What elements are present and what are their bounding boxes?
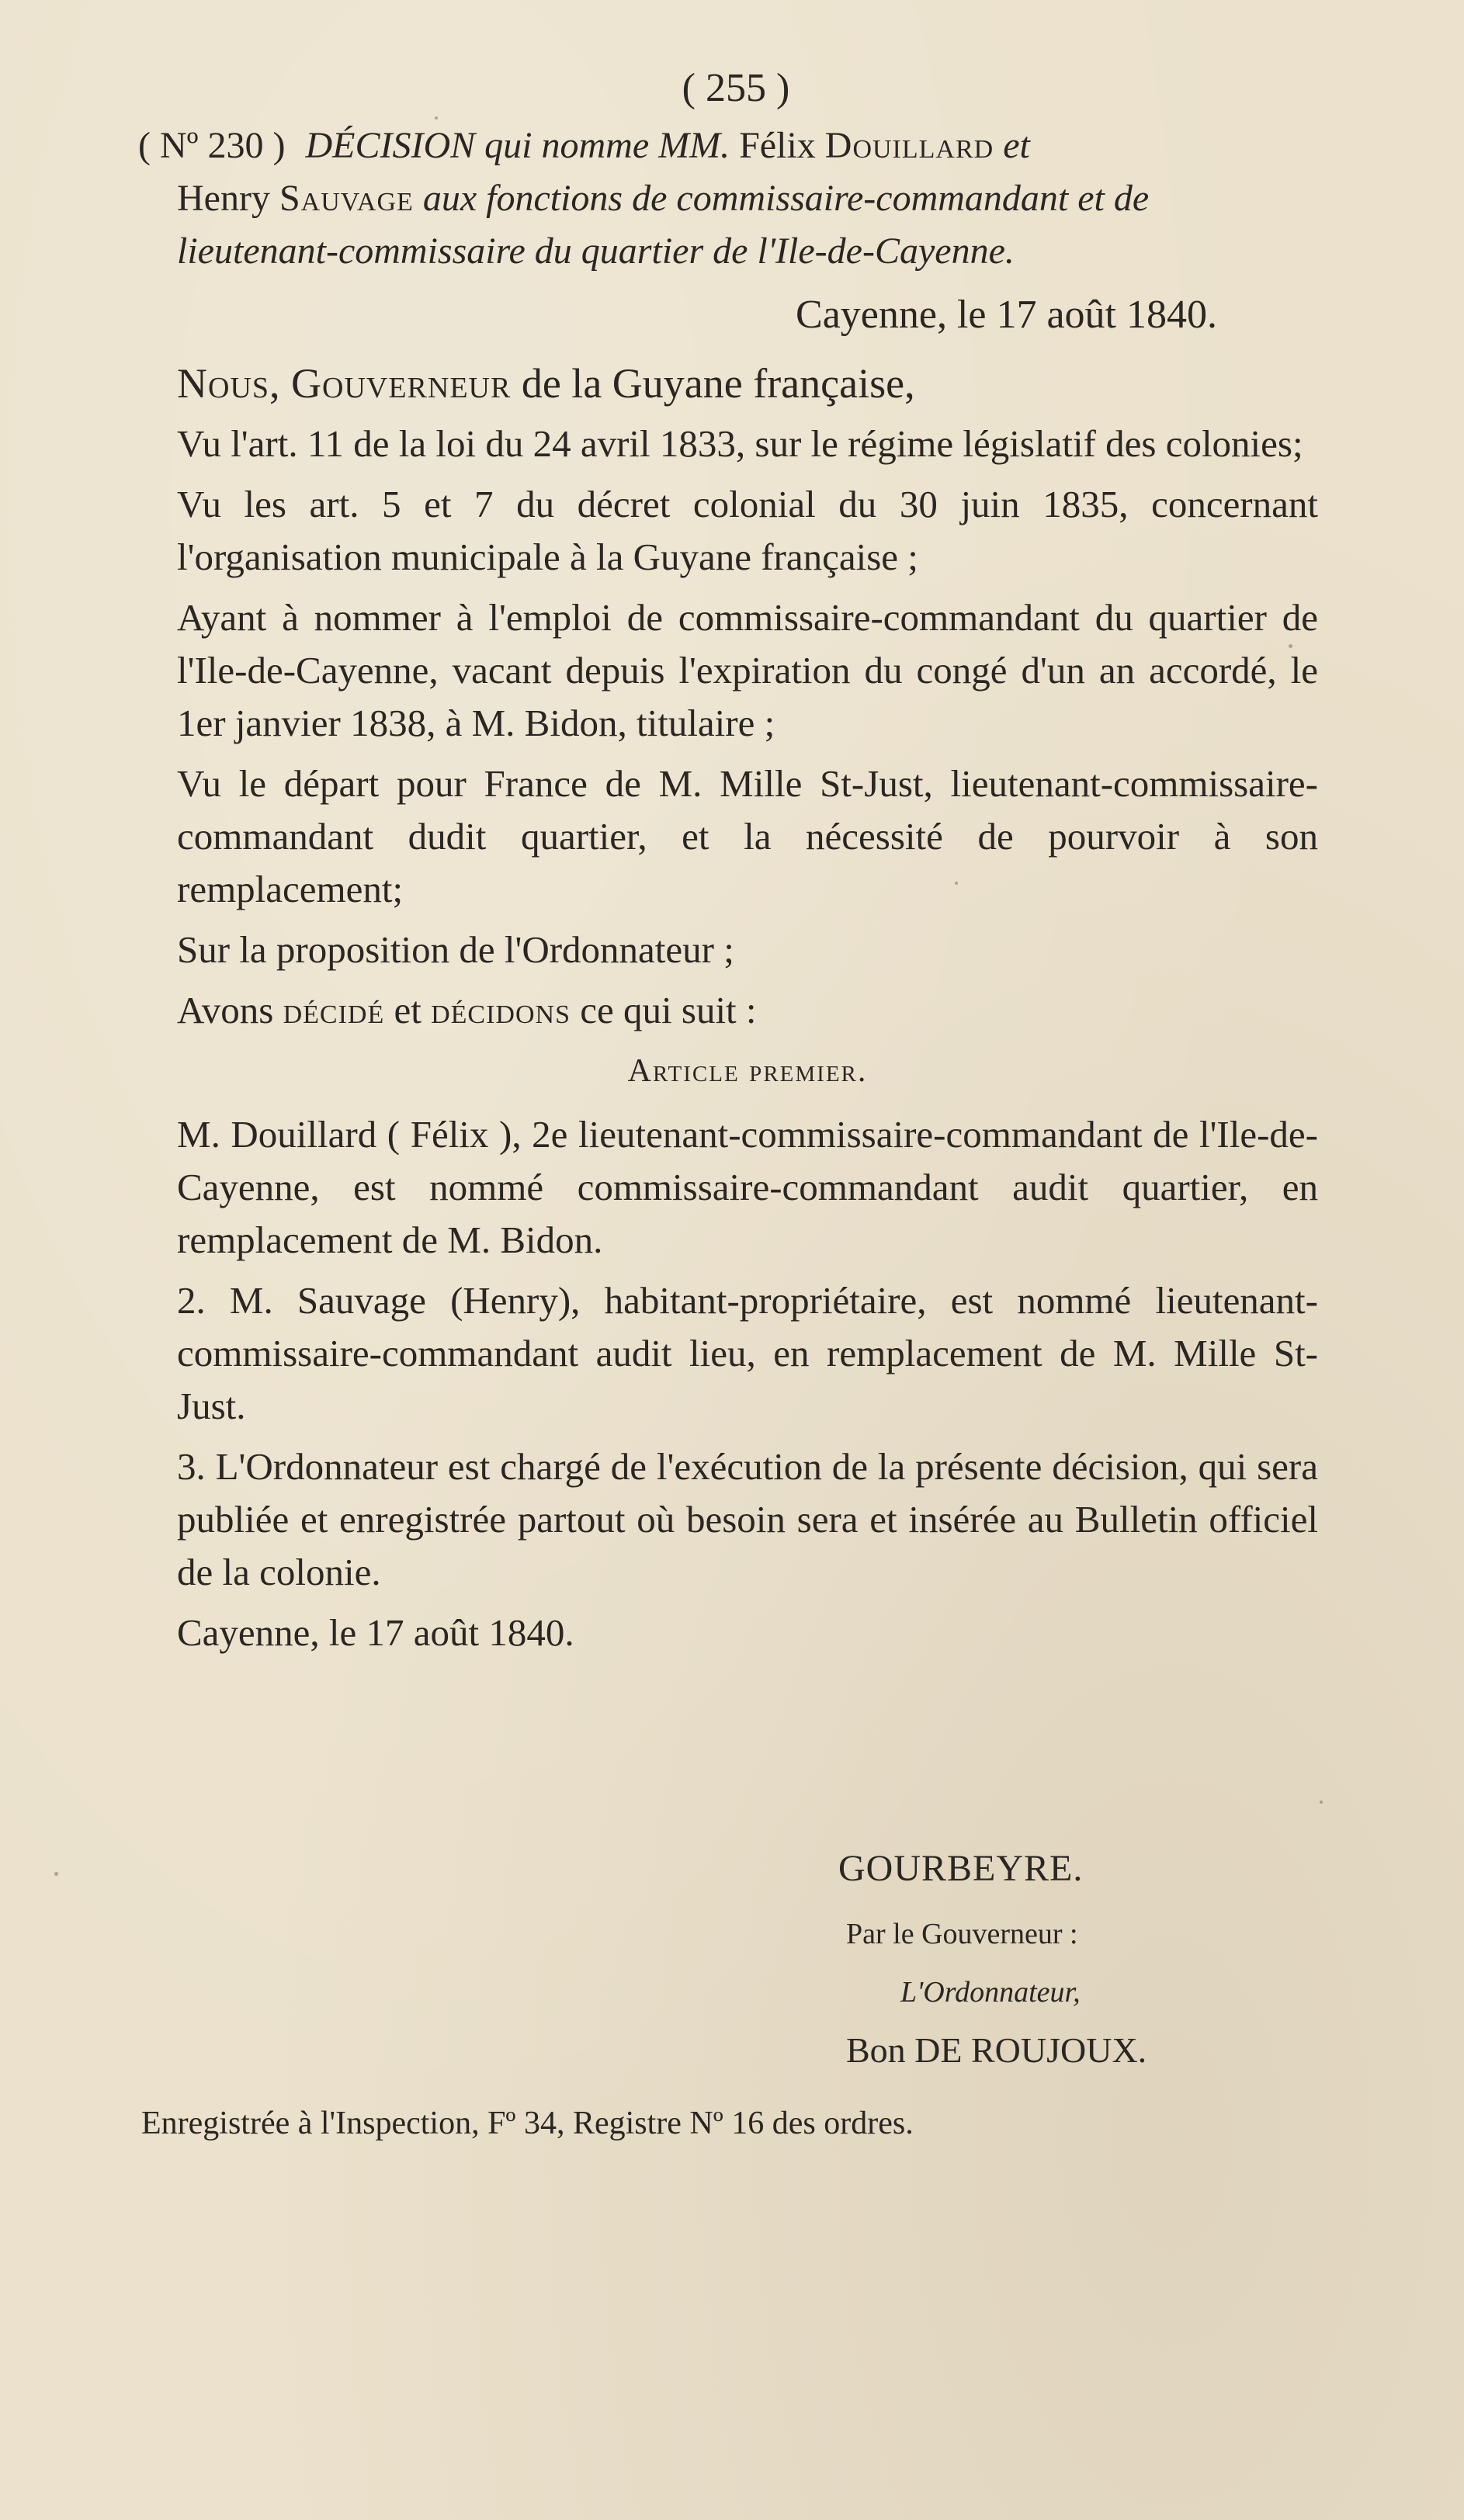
article-3: 3. L'Ordonnateur est chargé de l'exécution de la présente décision, qui sera publiée et enregistrée partout où besoin sera et insérée au Bulletin officiel de la colonie. bbox=[177, 1445, 1318, 1593]
decree-line bbox=[177, 984, 1318, 1037]
decision-title: DÉCISION qui nomme MM. bbox=[305, 125, 730, 166]
paragraph-ayant: Ayant à nommer à l'emploi de commissaire-commandant du quartier de l'Ile-de-Cayenne, vacant depuis l'expiration du congé d'un an accordé, le 1er janvier 1838, à M. Bidon, titulaire ; bbox=[177, 596, 1318, 744]
heading-continuation bbox=[138, 172, 1318, 278]
preamble bbox=[177, 357, 1318, 410]
registration-note: Enregistrée à l'Inspection, Fº 34, Registre Nº 16 des ordres. bbox=[141, 2106, 914, 2141]
decision-heading bbox=[138, 120, 1318, 278]
decree-decide: décidé bbox=[283, 989, 385, 1031]
decree-avons: Avons bbox=[177, 989, 274, 1031]
preamble-guyane: de la Guyane française, bbox=[521, 360, 915, 407]
paragraph-vu-depart: Vu le départ pour France de M. Mille St-Just, lieutenant-commissaire-commandant dudit quartier, et la nécessité de pourvoir à son remplacement; bbox=[177, 762, 1318, 910]
heading-conjunction: et bbox=[1003, 125, 1030, 166]
signature-name-2: Bon DE ROUJOUX. bbox=[846, 2030, 1147, 2070]
paragraph-proposition: Sur la proposition de l'Ordonnateur ; bbox=[177, 928, 734, 971]
page-number: ( 255 ) bbox=[682, 66, 790, 110]
decree-suit: ce qui suit : bbox=[580, 989, 757, 1031]
name2-first: Henry bbox=[177, 178, 270, 219]
preamble-nous: Nous, bbox=[177, 360, 281, 407]
closing-date: Cayenne, le 17 août 1840. bbox=[177, 1611, 574, 1654]
signature-role: L'Ordonnateur, bbox=[900, 1976, 1081, 2009]
decree-et: et bbox=[394, 989, 422, 1031]
signature-name: GOURBEYRE. bbox=[838, 1848, 1084, 1889]
signature-by: Par le Gouverneur : bbox=[846, 1918, 1078, 1950]
paragraph-vu-decret: Vu les art. 5 et 7 du décret colonial du 30 juin 1835, concernant l'organisation municipale à la Guyane française ; bbox=[177, 483, 1318, 578]
name1-first: Félix bbox=[739, 125, 816, 166]
paragraph-vu-loi: Vu l'art. 11 de la loi du 24 avril 1833, sur le régime législatif des colonies; bbox=[177, 422, 1303, 465]
document-body bbox=[138, 62, 1318, 1659]
dateline: Cayenne, le 17 août 1840. bbox=[796, 293, 1217, 337]
paper-speck bbox=[1320, 1801, 1323, 1804]
paper-speck bbox=[54, 1872, 58, 1876]
article-1: M. Douillard ( Félix ), 2e lieutenant-commissaire-commandant de l'Ile-de-Cayenne, est nommé commissaire-commandant audit quartier, en remplacement de M. Bidon. bbox=[177, 1113, 1318, 1261]
heading-rest: aux fonctions de commissaire-commandant et de lieutenant-commissaire du quartier de l'Ile-de-Cayenne. bbox=[177, 178, 1150, 272]
preamble-gouverneur: Gouverneur bbox=[291, 360, 512, 407]
document-number: ( Nº 230 ) bbox=[138, 125, 286, 166]
article-title: Article premier. bbox=[627, 1053, 868, 1089]
decree-decidons: décidons bbox=[431, 989, 571, 1031]
name2-last: Sauvage bbox=[279, 178, 414, 219]
name1-last: Douillard bbox=[824, 125, 994, 166]
article-2: 2. M. Sauvage (Henry), habitant-propriétaire, est nommé lieutenant-commissaire-commandant audit lieu, en remplacement de M. Mille St-Just. bbox=[177, 1279, 1318, 1427]
